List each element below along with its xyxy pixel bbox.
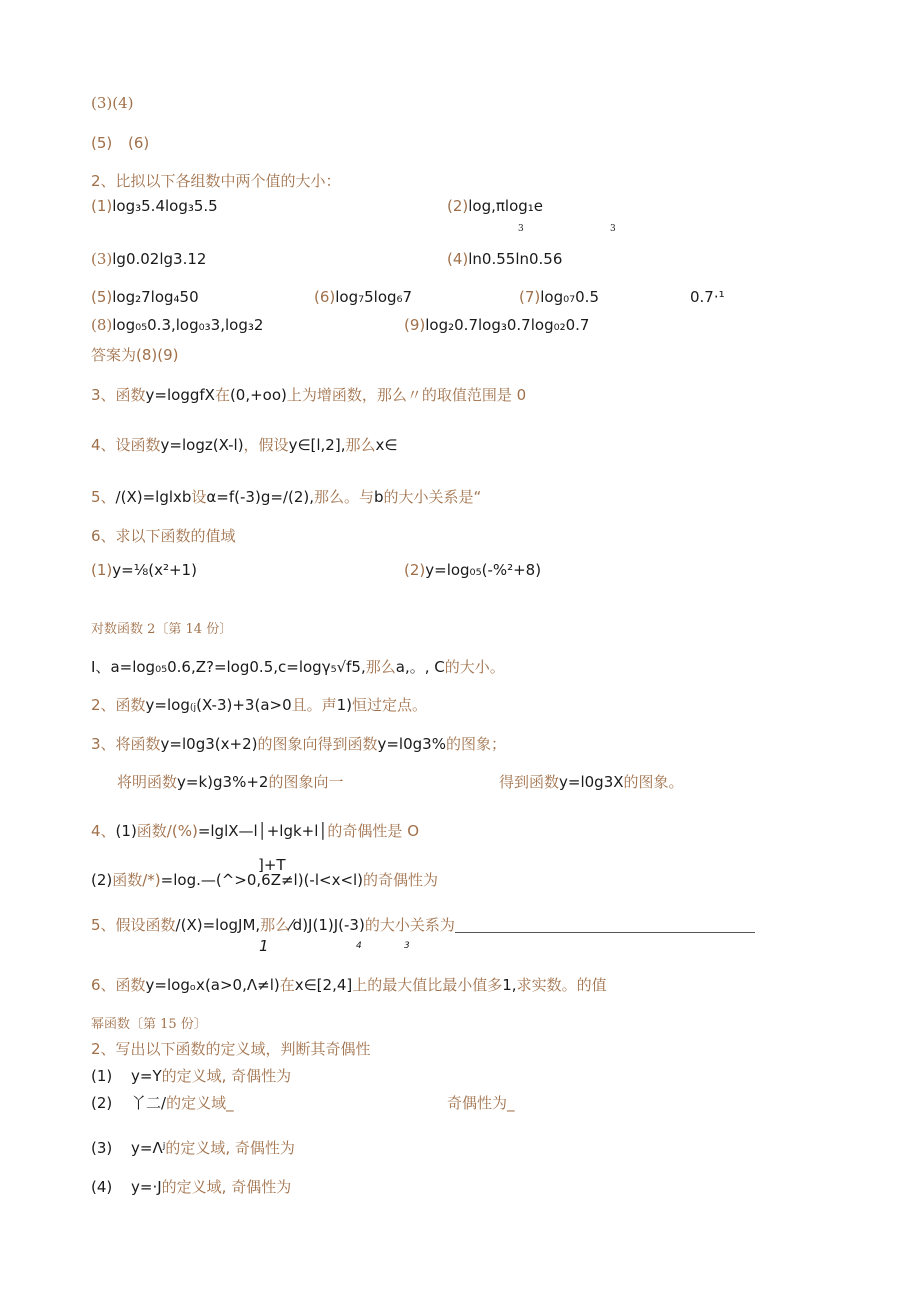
s2q1-formula: a=log₀₅0.6,Z?=log0.5,c=logγ₅√f5, — [110, 658, 366, 676]
q2-2-sub1: 3 — [518, 224, 524, 234]
s2q4-fraction-top: ]+T — [258, 856, 286, 874]
question-5 — [91, 488, 481, 506]
q2-2-sub2: 3 — [610, 224, 616, 234]
s2q4b-num: (2) — [91, 871, 113, 889]
q6-1-text: y=⅛(x²+1) — [112, 561, 197, 579]
s2q4b-formula: =log.—(^>0,6Z≠l)(-l<x<l) — [160, 871, 364, 889]
q2-1 — [91, 197, 218, 215]
s2-q4b — [91, 871, 438, 889]
q2-7-num: (7) — [519, 288, 541, 306]
q2-5 — [91, 288, 199, 306]
q2-1-num: (1) — [91, 197, 113, 215]
s3-1-text: 的定义域, 奇偶性为 — [161, 1067, 292, 1085]
s3-q2-title: 2、写出以下函数的定义域，判断其奇偶性 — [91, 1040, 371, 1058]
s2-q2 — [91, 696, 427, 714]
q2-8 — [91, 316, 263, 334]
q2-5-text: log₂7log₄50 — [112, 288, 199, 306]
s2q5-tail: 的大小关系为 — [364, 916, 455, 934]
s2-q3b-left — [117, 773, 343, 791]
q4-formula: y=logz(X-l) — [160, 436, 244, 454]
s3-3-num: (3) — [91, 1139, 113, 1157]
s2-q4 — [91, 822, 419, 840]
q2-7-text: log₀₇0.5 — [540, 288, 599, 306]
s2q5-sub3: 3 — [404, 941, 410, 951]
q4-then: 那么 — [345, 436, 376, 454]
s3-item-1 — [91, 1067, 291, 1085]
item-3-4: (3)(4) — [91, 94, 134, 112]
s3-3-formula: y=Λʲ — [131, 1139, 166, 1157]
s2q6-tail: 求实数。的值 — [516, 976, 607, 994]
q2-2 — [447, 197, 543, 215]
s2-q3b-right — [499, 773, 684, 791]
s3-4-num: (4) — [91, 1178, 113, 1196]
q2-5-num: (5) — [91, 288, 113, 306]
q2-3-num: (3) — [91, 250, 113, 268]
s2q6-prefix: 6、函数 — [91, 976, 146, 994]
s3-item-4 — [91, 1178, 291, 1196]
item-6: (6) — [128, 134, 150, 152]
s2q6-formula: y=logₒx(a>0,Λ≠l) — [145, 976, 280, 994]
s3-1-num: (1) — [91, 1067, 113, 1085]
answer-line: 答案为(8)(9) — [91, 346, 179, 364]
q5-alpha: α=f(-3)g=∕(2), — [206, 488, 314, 506]
q4-prefix: 4、设函数 — [91, 436, 161, 454]
s2q1-tail: 的大小。 — [444, 658, 505, 676]
s2q5-values: ⁄d)J(1)J(-3) — [290, 916, 365, 934]
q3-in: 在 — [214, 386, 230, 404]
s2q5-formula: /(X)=logJM, — [175, 916, 261, 934]
s2q6-one: 1, — [502, 976, 517, 994]
q2-6-num: (6) — [314, 288, 336, 306]
s2q3b-formula: y=k)g3%+2 — [177, 773, 269, 791]
q2-4 — [447, 250, 562, 268]
s3-2-text: 的定义域_ — [166, 1094, 234, 1112]
s2q2-formula: y=log₍ⱼ(X-3)+3(a>0 — [145, 696, 292, 714]
s3-4-text: 的定义域, 奇偶性为 — [161, 1178, 292, 1196]
section-2-title: 对数函数 2〔第 14 份〕 — [91, 622, 233, 637]
s2q6-mid: 上的最大值比最小值多 — [352, 976, 503, 994]
s2-q3 — [91, 735, 506, 753]
s2q3-mid: 的图象向得到函数 — [257, 735, 378, 753]
s2q4-formula: =lglX—l│+lgk+l│ — [197, 822, 328, 840]
s3-item-2 — [91, 1094, 234, 1112]
question-6-title: 6、求以下函数的值域 — [91, 527, 236, 545]
q2-2-text: log,πlog₁e — [468, 197, 544, 215]
s2q6-in: 在 — [279, 976, 295, 994]
q3-interval: (0,+oo) — [229, 386, 287, 404]
s2-q5 — [91, 916, 755, 934]
s2q2-one: 1) — [336, 696, 353, 714]
s2q4-func: 函数/(%) — [136, 822, 198, 840]
s2q5-answer-blank[interactable] — [455, 918, 755, 933]
s2q2-prefix: 2、函数 — [91, 696, 146, 714]
item-5: (5) — [91, 134, 113, 152]
s2q5-then: 那么 — [260, 916, 291, 934]
q3-prefix: 3、函数 — [91, 386, 146, 404]
q2-2-num: (2) — [447, 197, 469, 215]
q6-2-text: y=log₀₅(-%²+8) — [425, 561, 542, 579]
q2-8-num: (8) — [91, 316, 113, 334]
q3-formula: y=loggfX — [145, 386, 215, 404]
s2q4b-func: 函数/*) — [112, 871, 161, 889]
q2-6 — [314, 288, 412, 306]
q6-1 — [91, 561, 197, 579]
q2-3 — [91, 250, 206, 268]
s2q4-prefix: 4、 — [91, 822, 116, 840]
q2-7-tail: 0.7·¹ — [690, 288, 725, 306]
s3-2-parity: 奇偶性为_ — [447, 1094, 515, 1112]
s2q4-num: (1) — [115, 822, 137, 840]
q2-4-text: ln0.55ln0.56 — [468, 250, 563, 268]
s2q4-tail: 的奇偶性是 O — [327, 822, 419, 840]
question-3 — [91, 386, 526, 404]
s2q3-tail: 的图象； — [445, 735, 506, 753]
s3-2-num: (2) — [91, 1094, 113, 1112]
s2q3b-prefix: 将明函数 — [117, 773, 178, 791]
q2-8-text: log₀₅0.3,log₀₃3,log₃2 — [112, 316, 264, 334]
q5-tail: 的大小关系是“ — [383, 488, 482, 506]
q2-9 — [404, 316, 589, 334]
q5-formula: /(X)=lglxb — [115, 488, 192, 506]
s2q3b-mid: 的图象向一 — [268, 773, 344, 791]
s2q1-vars: a,。, C — [395, 658, 445, 676]
s2q1-then: 那么 — [365, 658, 396, 676]
q5-prefix: 5、 — [91, 488, 116, 506]
s3-1-formula: y=Y — [131, 1067, 162, 1085]
q2-1-text: log₃5.4log₃5.5 — [112, 197, 218, 215]
s2q5-sub2: 4 — [356, 941, 362, 951]
s3-item-3 — [91, 1139, 295, 1157]
q6-1-num: (1) — [91, 561, 113, 579]
s3-3-text: 的定义域, 奇偶性为 — [165, 1139, 295, 1157]
q2-7 — [519, 288, 599, 306]
q6-2 — [404, 561, 541, 579]
s2q3b-get: 得到函数 — [499, 773, 560, 791]
s2q2-tail: 恒过定点。 — [352, 696, 428, 714]
q4-x: x∈ — [375, 436, 398, 454]
s2q5-sub1: 1 — [259, 937, 269, 955]
q6-2-num: (2) — [404, 561, 426, 579]
q2-9-num: (9) — [404, 316, 426, 334]
s2q1-prefix: I、 — [91, 658, 111, 676]
s2q3-formula: y=l0g3(x+2) — [160, 735, 258, 753]
s3-2-formula: 丫二/ — [131, 1094, 167, 1112]
s2q3b-tail: 的图象。 — [623, 773, 684, 791]
q5-b: b — [374, 488, 384, 506]
question-2-title: 2、比拟以下各组数中两个值的大小： — [91, 172, 341, 190]
q3-tail: 上为增函数，那么〃的取值范围是 0 — [286, 386, 527, 404]
s2q2-and: 且。声 — [291, 696, 337, 714]
s2q6-range: x∈[2,4] — [294, 976, 353, 994]
s2q5-prefix: 5、假设函数 — [91, 916, 176, 934]
s2-q6 — [91, 976, 607, 994]
s2-q1 — [91, 658, 505, 676]
q2-4-num: (4) — [447, 250, 469, 268]
section-3-title: 幂函数〔第 15 份〕 — [91, 1017, 207, 1032]
s2q3b-formula2: y=l0g3X — [559, 773, 624, 791]
question-4 — [91, 436, 397, 454]
s2q4b-tail: 的奇偶性为 — [363, 871, 439, 889]
s3-4-formula: y=·J — [131, 1178, 162, 1196]
q5-then: 那么。与 — [313, 488, 374, 506]
s2q3-formula2: y=l0g3% — [377, 735, 446, 753]
q4-if: ，假设 — [243, 436, 289, 454]
q2-6-text: log₇5log₆7 — [335, 288, 413, 306]
q2-9-text: log₂0.7log₃0.7log₀₂0.7 — [425, 316, 590, 334]
q2-3-text: lg0.02lg3.12 — [112, 250, 207, 268]
s2q3-prefix: 3、将函数 — [91, 735, 161, 753]
q4-range: y∈[l,2], — [288, 436, 346, 454]
q5-set: 设 — [191, 488, 207, 506]
